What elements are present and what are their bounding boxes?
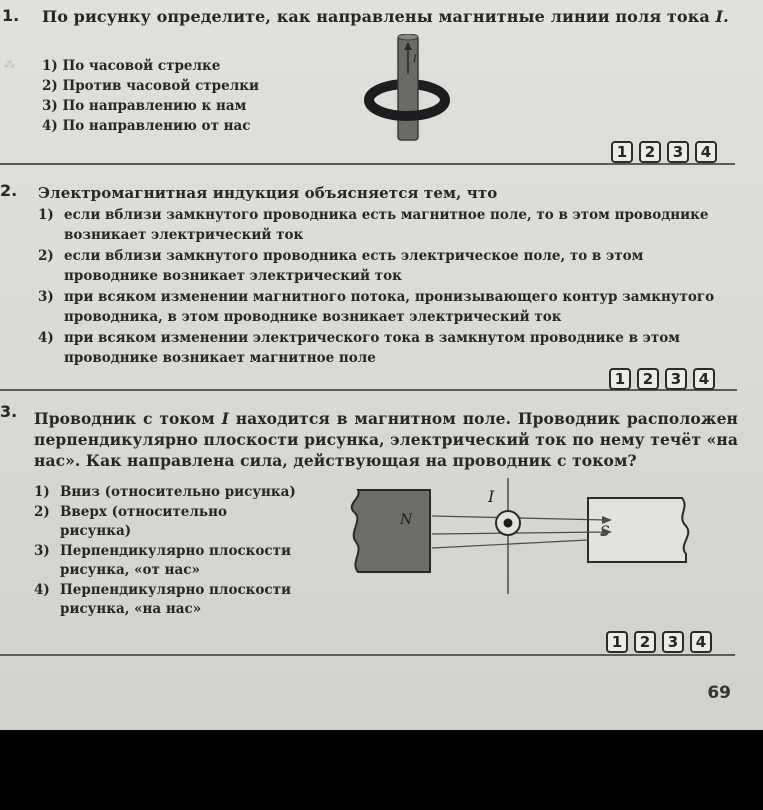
option-1[interactable] bbox=[42, 56, 220, 76]
rod-current-label: I bbox=[413, 54, 417, 65]
rod-top bbox=[398, 34, 418, 40]
option-label: при всяком изменении магнитного потока, пронизывающего контур замкнутого проводника, в этом проводнике возникает электрический ток bbox=[64, 289, 715, 325]
option-2[interactable] bbox=[38, 247, 738, 286]
current-symbol: I bbox=[221, 409, 229, 428]
answer-box-4[interactable]: 4 bbox=[690, 631, 712, 653]
answer-box-1[interactable]: 1 bbox=[606, 631, 628, 653]
option-label: Против часовой стрелки bbox=[62, 78, 259, 94]
option-number: 2) bbox=[42, 78, 58, 94]
option-4[interactable] bbox=[42, 116, 250, 136]
question-number: 3. bbox=[0, 402, 18, 421]
option-number: 4) bbox=[42, 118, 58, 134]
option-number: 2) bbox=[34, 503, 50, 520]
option-3[interactable] bbox=[34, 542, 296, 581]
field-line bbox=[432, 540, 588, 548]
north-label: N bbox=[400, 512, 413, 528]
answer-box-4[interactable]: 4 bbox=[695, 141, 717, 163]
option-4[interactable] bbox=[34, 581, 296, 620]
option-1[interactable] bbox=[34, 483, 296, 503]
option-4[interactable] bbox=[38, 329, 738, 368]
option-label: при всяком изменении электрического тока в замкнутом проводнике в этом проводнике возникает магнитное поле bbox=[64, 330, 680, 366]
bleed-through-mark: ⁂ bbox=[4, 58, 15, 71]
option-label: если вблизи замкнутого проводника есть магнитное поле, то в этом проводнике возникает электрический ток bbox=[64, 207, 709, 243]
option-number: 3) bbox=[38, 289, 54, 305]
answer-box-2[interactable]: 2 bbox=[639, 141, 661, 163]
option-number: 3) bbox=[34, 542, 50, 559]
answer-box-2[interactable]: 2 bbox=[637, 368, 659, 390]
answer-box-4[interactable]: 4 bbox=[693, 368, 715, 390]
option-3[interactable] bbox=[42, 96, 246, 116]
answer-box-2[interactable]: 2 bbox=[634, 631, 656, 653]
divider bbox=[0, 654, 735, 656]
question-text bbox=[42, 6, 729, 27]
option-number: 2) bbox=[38, 248, 54, 264]
current-label: I bbox=[488, 487, 495, 506]
field-line bbox=[432, 532, 606, 534]
option-number: 1) bbox=[38, 207, 54, 223]
option-1[interactable] bbox=[38, 206, 738, 245]
option-label: Перпендикулярно плоскости рисунка, «от нас» bbox=[60, 542, 292, 578]
divider bbox=[0, 163, 735, 165]
option-label: Вниз (относительно рисунка) bbox=[60, 484, 296, 500]
question-text bbox=[34, 408, 738, 471]
answer-box-1[interactable]: 1 bbox=[611, 141, 633, 163]
option-number: 4) bbox=[34, 581, 50, 598]
question-text-body: По рисунку определите, как направлены магнитные линии поля тока bbox=[42, 7, 710, 26]
option-label: По направлению от нас bbox=[62, 118, 251, 134]
option-label: Вверх (относительно рисунка) bbox=[60, 503, 227, 539]
answer-box-1[interactable]: 1 bbox=[609, 368, 631, 390]
option-number: 1) bbox=[34, 484, 50, 500]
answer-box-3[interactable]: 3 bbox=[667, 141, 689, 163]
question-text-part: находится в магнитном поле. Проводник расположен перпендикулярно плоскости рисунка, электрический ток по нему течёт «на нас». Как направлена сила, действующая на проводник с током? bbox=[34, 409, 738, 470]
option-label: если вблизи замкнутого проводника есть электрическое поле, то в этом проводнике возникает электрический ток bbox=[64, 248, 644, 284]
question-number: 1. bbox=[2, 6, 20, 25]
question-number: 2. bbox=[0, 181, 18, 200]
option-label: По часовой стрелке bbox=[62, 58, 221, 74]
magnet-field-figure bbox=[320, 472, 720, 602]
option-label: Перпендикулярно плоскости рисунка, «на нас» bbox=[60, 581, 292, 617]
answer-boxes[interactable] bbox=[611, 141, 717, 163]
option-2[interactable] bbox=[34, 503, 296, 542]
question-text-part: Проводник с током bbox=[34, 409, 222, 428]
option-3[interactable] bbox=[38, 288, 738, 327]
option-2[interactable] bbox=[42, 76, 259, 96]
options-list bbox=[38, 206, 738, 368]
current-symbol: I. bbox=[715, 7, 729, 26]
option-number: 1) bbox=[42, 58, 58, 74]
current-dot bbox=[504, 519, 513, 528]
options-list bbox=[34, 483, 296, 620]
answer-boxes[interactable] bbox=[609, 368, 715, 390]
option-number: 4) bbox=[38, 330, 54, 346]
option-label: По направлению к нам bbox=[62, 98, 247, 114]
answer-boxes[interactable] bbox=[606, 631, 712, 653]
page-number: 69 bbox=[707, 683, 731, 703]
question-text: Электромагнитная индукция объясняется тем, что bbox=[38, 184, 498, 202]
conductor-ring-figure bbox=[360, 34, 470, 146]
answer-box-3[interactable]: 3 bbox=[662, 631, 684, 653]
answer-box-3[interactable]: 3 bbox=[665, 368, 687, 390]
north-magnet bbox=[352, 490, 430, 572]
option-number: 3) bbox=[42, 98, 58, 114]
